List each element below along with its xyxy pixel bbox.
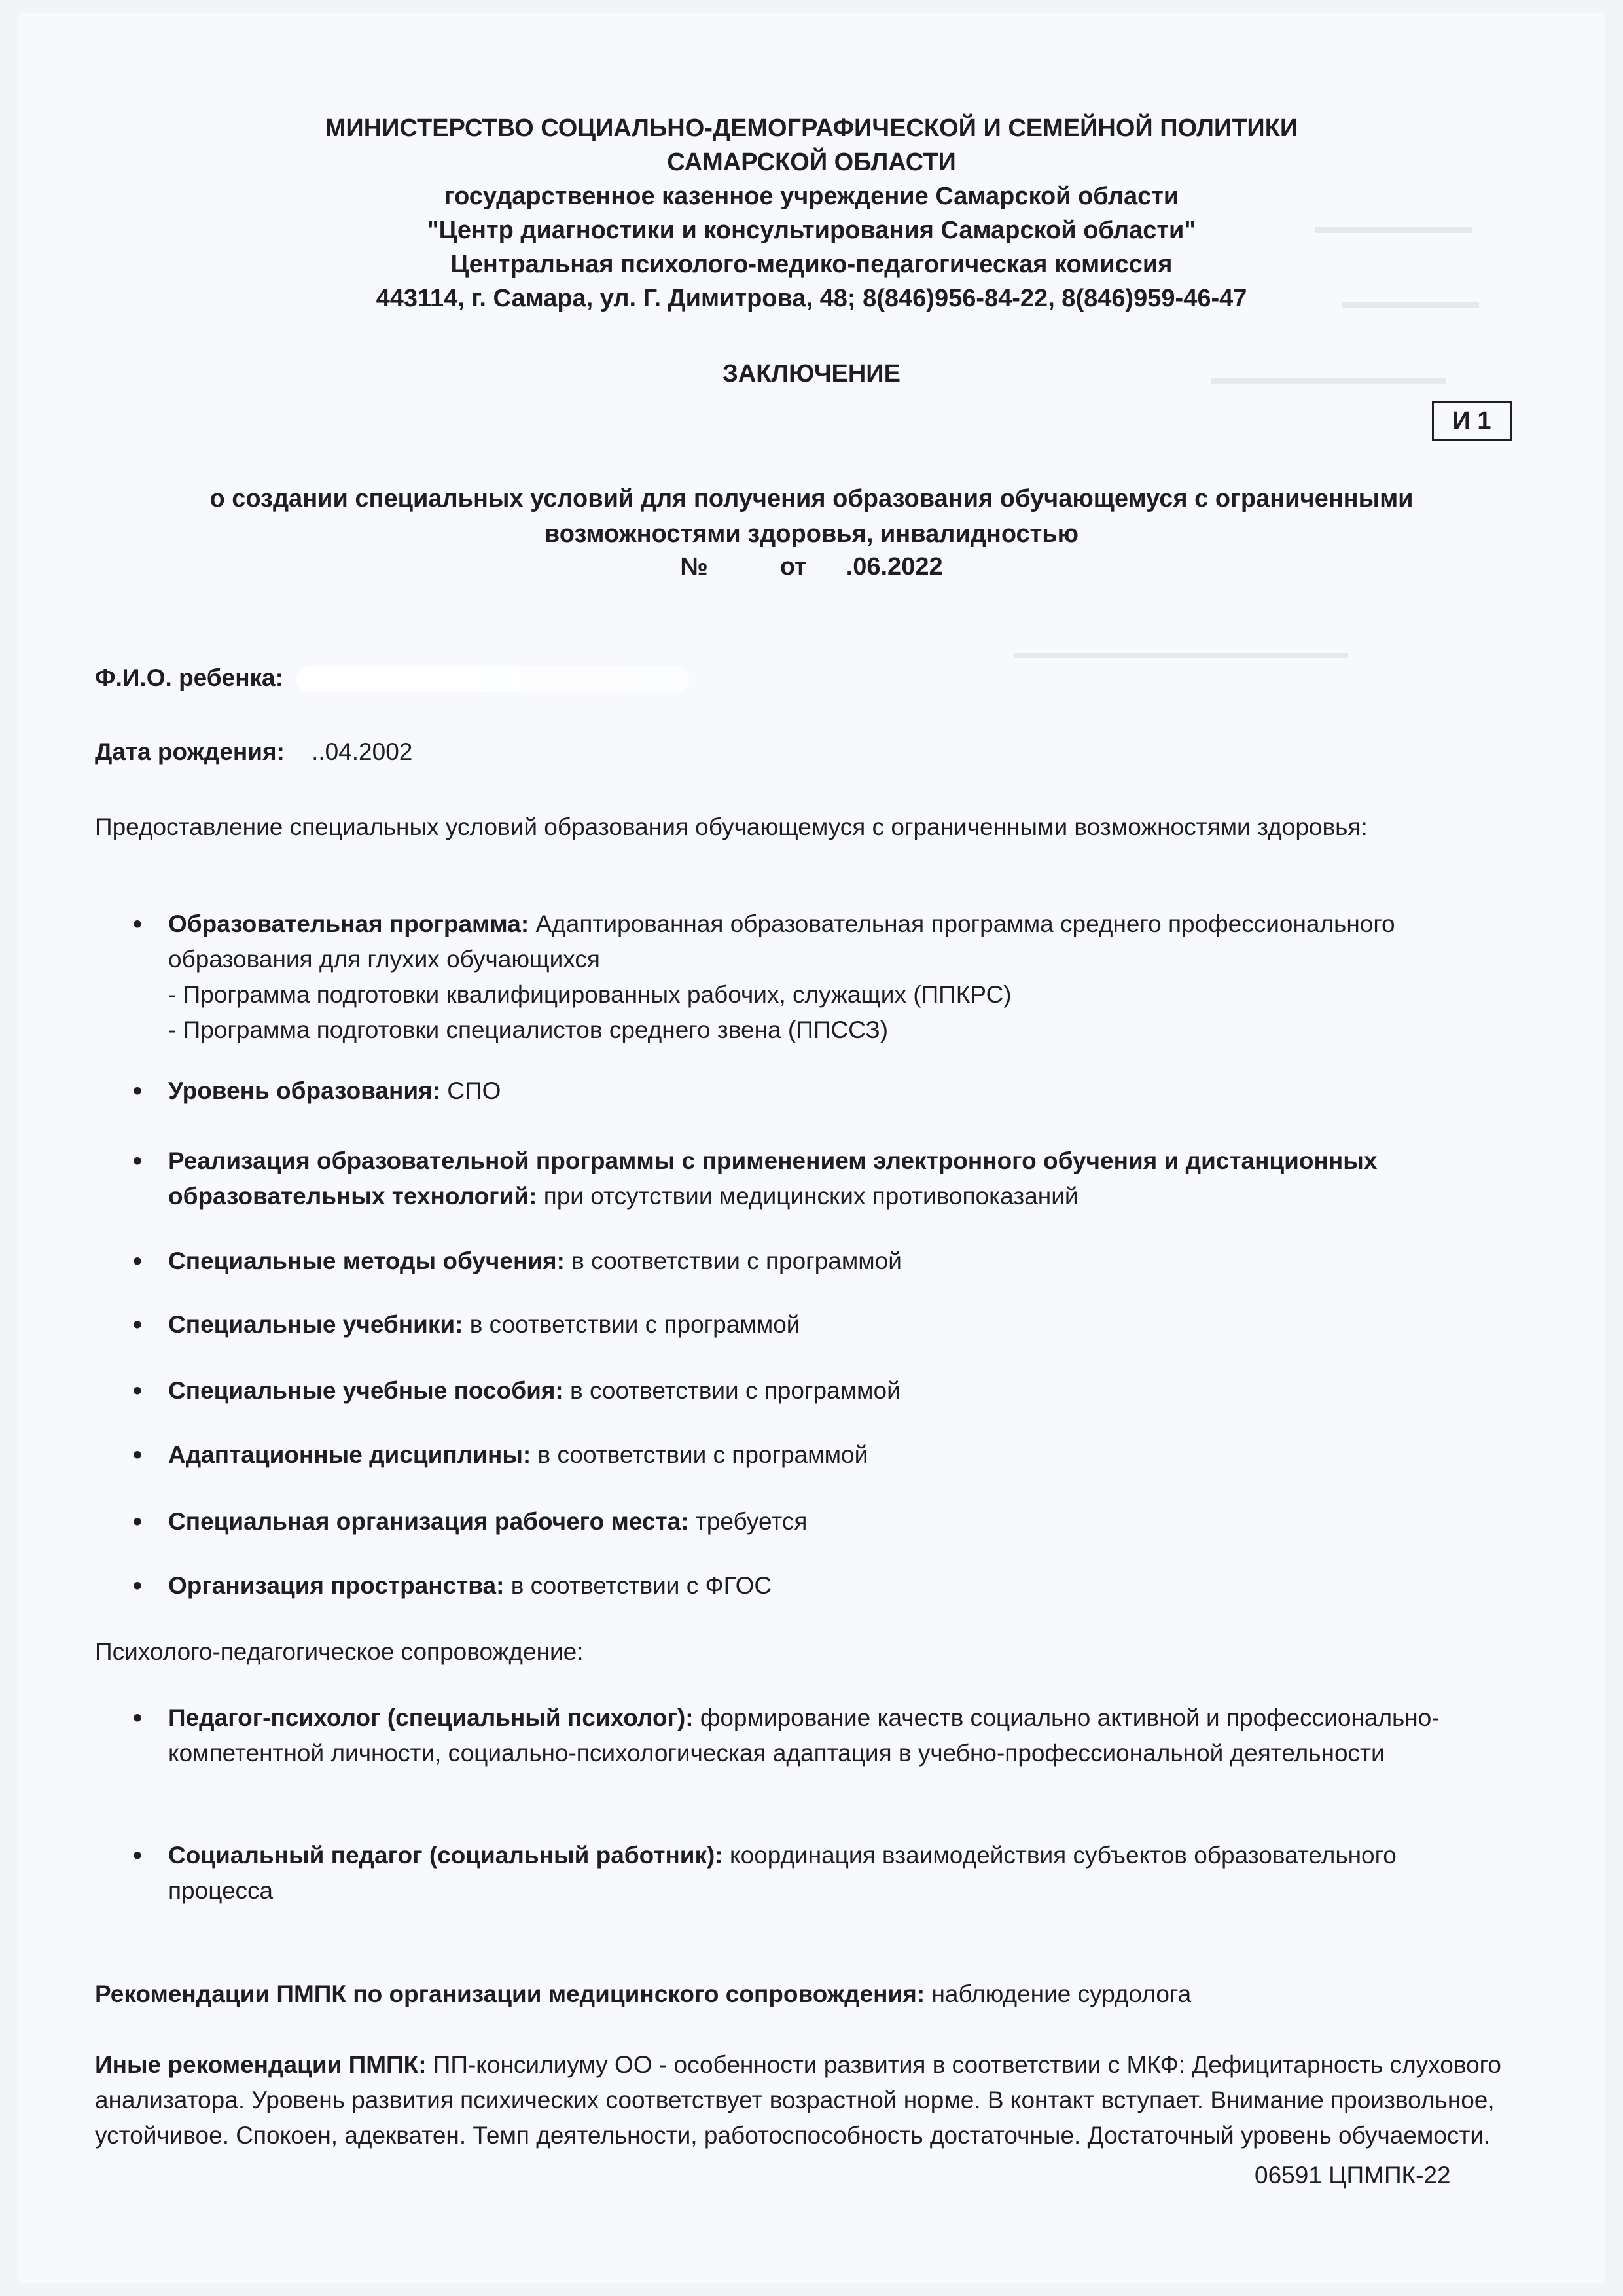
condition-label: Уровень образования: bbox=[168, 1077, 441, 1104]
support-intro: Психолого-педагогическое сопровождение: bbox=[95, 1638, 584, 1665]
region-line: САМАРСКОЙ ОБЛАСТИ bbox=[667, 149, 956, 176]
document-date: .06.2022 bbox=[846, 553, 943, 581]
support-label: Социальный педагог (социальный работник): bbox=[168, 1842, 723, 1869]
list-item bbox=[95, 1244, 1502, 1279]
other-label: Иные рекомендации ПМПК: bbox=[95, 2051, 427, 2078]
subtitle-line-2: возможностями здоровья, инвалидностью bbox=[544, 520, 1079, 548]
subtitle-line-1: о создании специальных условий для получения образования обучающемуся с ограниченными bbox=[209, 485, 1414, 512]
list-item bbox=[95, 1307, 1502, 1342]
other-text: ПП-консилиуму ОО - особенности развития в соответствии с МКФ: Дефицитарность слухового анализатора. Уровень развития психических соответствует возрастной норме. В контакт вступает. Внимание произвольное, устойчивое. Спокоен, адекватен. Темп деятельности, работоспособность достаточные. Достаточный уровень обучаемости. bbox=[95, 2051, 1501, 2149]
list-item bbox=[95, 1700, 1502, 1771]
birth-date-label: Дата рождения: bbox=[95, 738, 285, 765]
conditions-list bbox=[95, 1504, 1502, 1539]
conditions-list bbox=[95, 1143, 1502, 1214]
center-name-line: "Центр диагностики и консультирования Самарской области" bbox=[427, 217, 1196, 244]
institution-line: государственное казенное учреждение Самарской области bbox=[444, 183, 1179, 210]
list-item bbox=[95, 1143, 1502, 1214]
commission-line: Центральная психолого-медико-педагогическая комиссия bbox=[450, 251, 1173, 278]
support-label: Педагог-психолог (специальный психолог): bbox=[168, 1704, 694, 1731]
conditions-list bbox=[95, 1244, 1502, 1279]
footer-registration-code: 06591 ЦПМПК-22 bbox=[1255, 2162, 1451, 2189]
address-line: 443114, г. Самара, ул. Г. Димитрова, 48; 8(846)956-84-22, 8(846)959-46-47 bbox=[376, 285, 1247, 312]
list-item bbox=[95, 1373, 1502, 1408]
program-sub-item: - Программа подготовки специалистов среднего звена (ППССЗ) bbox=[168, 1016, 889, 1043]
support-text: координация взаимодействия субъектов образовательного процесса bbox=[168, 1842, 1397, 1904]
support-text: формирование качеств социально активной и профессионально-компетентной личности, социально-психологическая адаптация в учебно-профессиональной деятельности bbox=[168, 1704, 1440, 1767]
medical-text: наблюдение сурдолога bbox=[931, 1981, 1192, 2007]
condition-text: в соответствии с программой bbox=[469, 1311, 800, 1338]
conditions-list bbox=[95, 1307, 1502, 1342]
condition-text: в соответствии с программой bbox=[571, 1247, 902, 1274]
child-name-label: Ф.И.О. ребенка: bbox=[95, 664, 283, 691]
form-code-box: И 1 bbox=[1432, 401, 1512, 441]
list-item bbox=[95, 1504, 1502, 1539]
support-list bbox=[95, 1838, 1502, 1909]
document-subtitle bbox=[0, 481, 1623, 552]
conditions-intro: Предоставление специальных условий образования обучающемуся с ограниченными возможностями здоровья: bbox=[95, 814, 1368, 840]
bleed-through-text: ▬▬▬▬▬▬▬▬ bbox=[1315, 216, 1472, 238]
birth-date-row bbox=[95, 738, 412, 766]
redacted-name bbox=[296, 666, 689, 692]
list-item bbox=[95, 1568, 1502, 1604]
other-recommendations bbox=[95, 2047, 1508, 2153]
list-item bbox=[95, 1838, 1502, 1909]
list-item bbox=[95, 1073, 1502, 1109]
conditions-list bbox=[95, 1373, 1502, 1408]
conditions-list bbox=[95, 906, 1502, 1048]
condition-label: Образовательная программа: bbox=[168, 910, 529, 937]
birth-date-value: ..04.2002 bbox=[312, 738, 413, 765]
condition-label: Реализация образовательной программы с применением электронного обучения и дистанционных образовательных технологий: bbox=[168, 1147, 1378, 1210]
condition-label: Специальные учебные пособия: bbox=[168, 1377, 563, 1404]
condition-text: Адаптированная образовательная программа среднего профессионального образования для глухих обучающихся bbox=[168, 910, 1395, 973]
child-name-row bbox=[95, 664, 689, 692]
condition-label: Специальные учебники: bbox=[168, 1311, 463, 1338]
condition-text: в соответствии с ФГОС bbox=[510, 1572, 772, 1599]
support-list bbox=[95, 1700, 1502, 1771]
list-item bbox=[95, 906, 1502, 1048]
bleed-through-text: ▬▬▬▬▬▬▬▬▬▬▬▬ bbox=[1211, 367, 1446, 388]
ministry-line: МИНИСТЕРСТВО СОЦИАЛЬНО-ДЕМОГРАФИЧЕСКОЙ И СЕМЕЙНОЙ ПОЛИТИКИ bbox=[325, 115, 1298, 142]
program-sub-item: - Программа подготовки квалифицированных рабочих, служащих (ППКРС) bbox=[168, 981, 1012, 1008]
conditions-list bbox=[95, 1073, 1502, 1109]
condition-text: при отсутствии медицинских противопоказаний bbox=[543, 1183, 1079, 1210]
condition-text: требуется bbox=[695, 1508, 808, 1535]
bleed-through-text: ▬▬▬▬▬▬▬▬▬▬▬▬▬▬▬▬▬ bbox=[1014, 641, 1348, 663]
medical-recommendations bbox=[95, 1977, 1502, 2012]
medical-label: Рекомендации ПМПК по организации медицинского сопровождения: bbox=[95, 1981, 925, 2007]
condition-label: Специальная организация рабочего места: bbox=[168, 1508, 689, 1535]
condition-text: в соответствии с программой bbox=[570, 1377, 901, 1404]
condition-text: СПО bbox=[447, 1077, 501, 1104]
conditions-list bbox=[95, 1437, 1502, 1473]
condition-label: Адаптационные дисциплины: bbox=[168, 1441, 531, 1468]
document-header bbox=[0, 111, 1623, 315]
document-title: ЗАКЛЮЧЕНИЕ bbox=[722, 360, 901, 387]
bleed-through-text: ▬▬▬▬▬▬▬ bbox=[1342, 291, 1479, 313]
condition-label: Организация пространства: bbox=[168, 1572, 505, 1599]
condition-text: в соответствии с программой bbox=[537, 1441, 868, 1468]
number-sign: № bbox=[680, 553, 708, 581]
from-label: от bbox=[779, 553, 807, 581]
condition-label: Специальные методы обучения: bbox=[168, 1247, 565, 1274]
conditions-list bbox=[95, 1568, 1502, 1604]
list-item bbox=[95, 1437, 1502, 1473]
document-number-line bbox=[0, 553, 1623, 581]
